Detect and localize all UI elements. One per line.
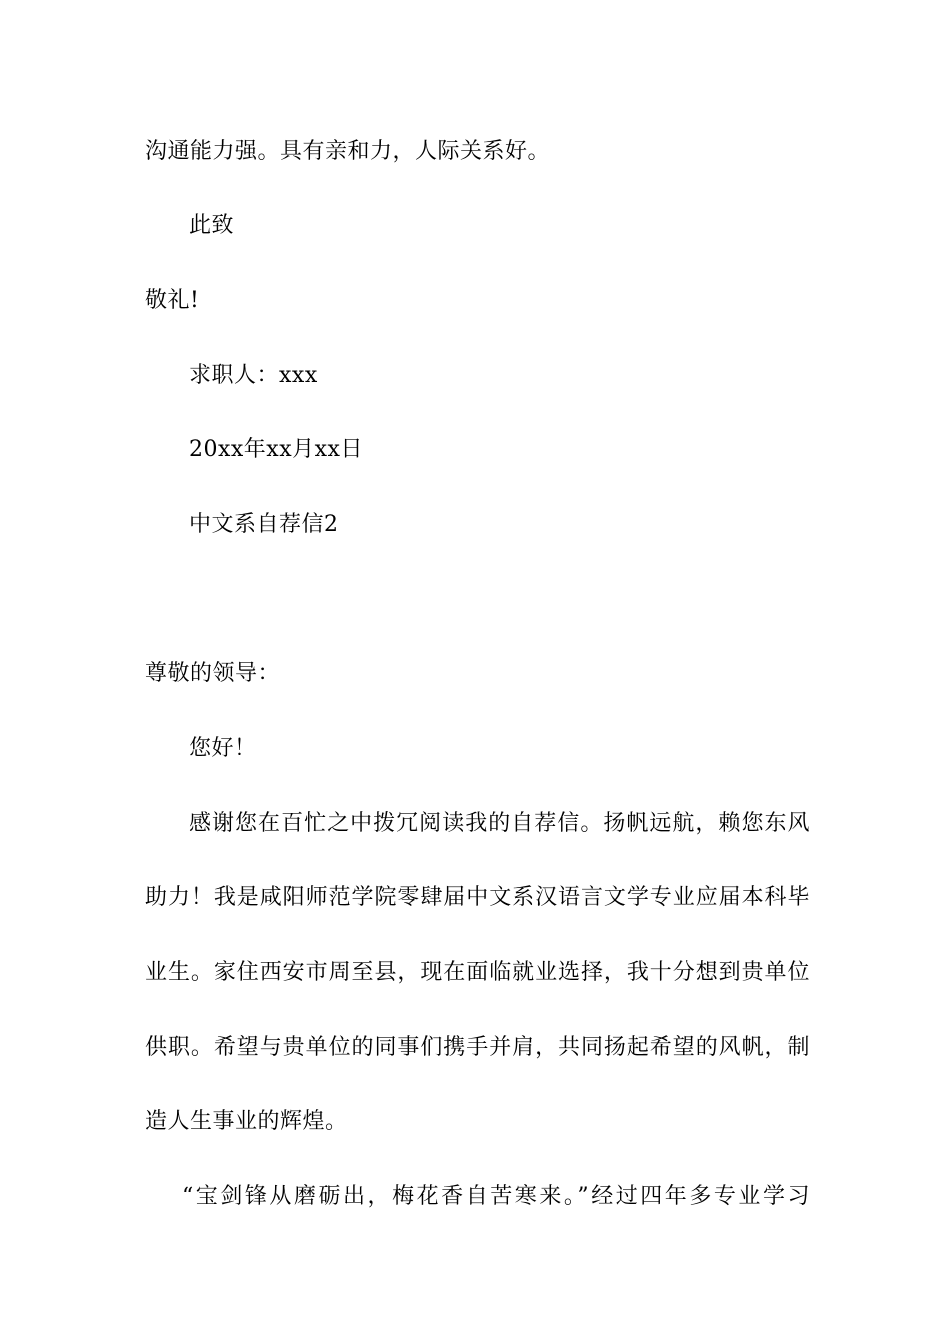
paragraph-line: 助力！我是咸阳师范学院零肆届中文系汉语言文学专业应届本科毕 (145, 885, 810, 910)
paragraph-line: 业生。家住西安市周至县，现在面临就业选择，我十分想到贵单位 (145, 960, 810, 985)
paragraph-line: 造人生事业的辉煌。 (145, 1109, 348, 1134)
paragraph-line: 感谢您在百忙之中拨冗阅读我的自荐信。扬帆远航，赖您东风 (189, 811, 810, 836)
text-line: 沟通能力强。具有亲和力，人际关系好。 (145, 139, 551, 164)
paragraph-line: 供职。希望与贵单位的同事们携手并肩，共同扬起希望的风帆，制 (145, 1035, 810, 1060)
paragraph-line: “宝剑锋从磨砺出，梅花香自苦寒来。”经过四年多专业学习 (182, 1184, 810, 1209)
applicant-signature: 求职人：xxx (189, 363, 318, 388)
greeting-line: 尊敬的领导： (145, 661, 281, 686)
closing-salutation: 此致 (189, 213, 235, 238)
greeting-hello: 您好！ (189, 736, 257, 761)
section-title: 中文系自荐信2 (189, 512, 339, 537)
closing-regards: 敬礼! (145, 288, 200, 313)
letter-date: 20xx年xx月xx日 (189, 437, 363, 462)
